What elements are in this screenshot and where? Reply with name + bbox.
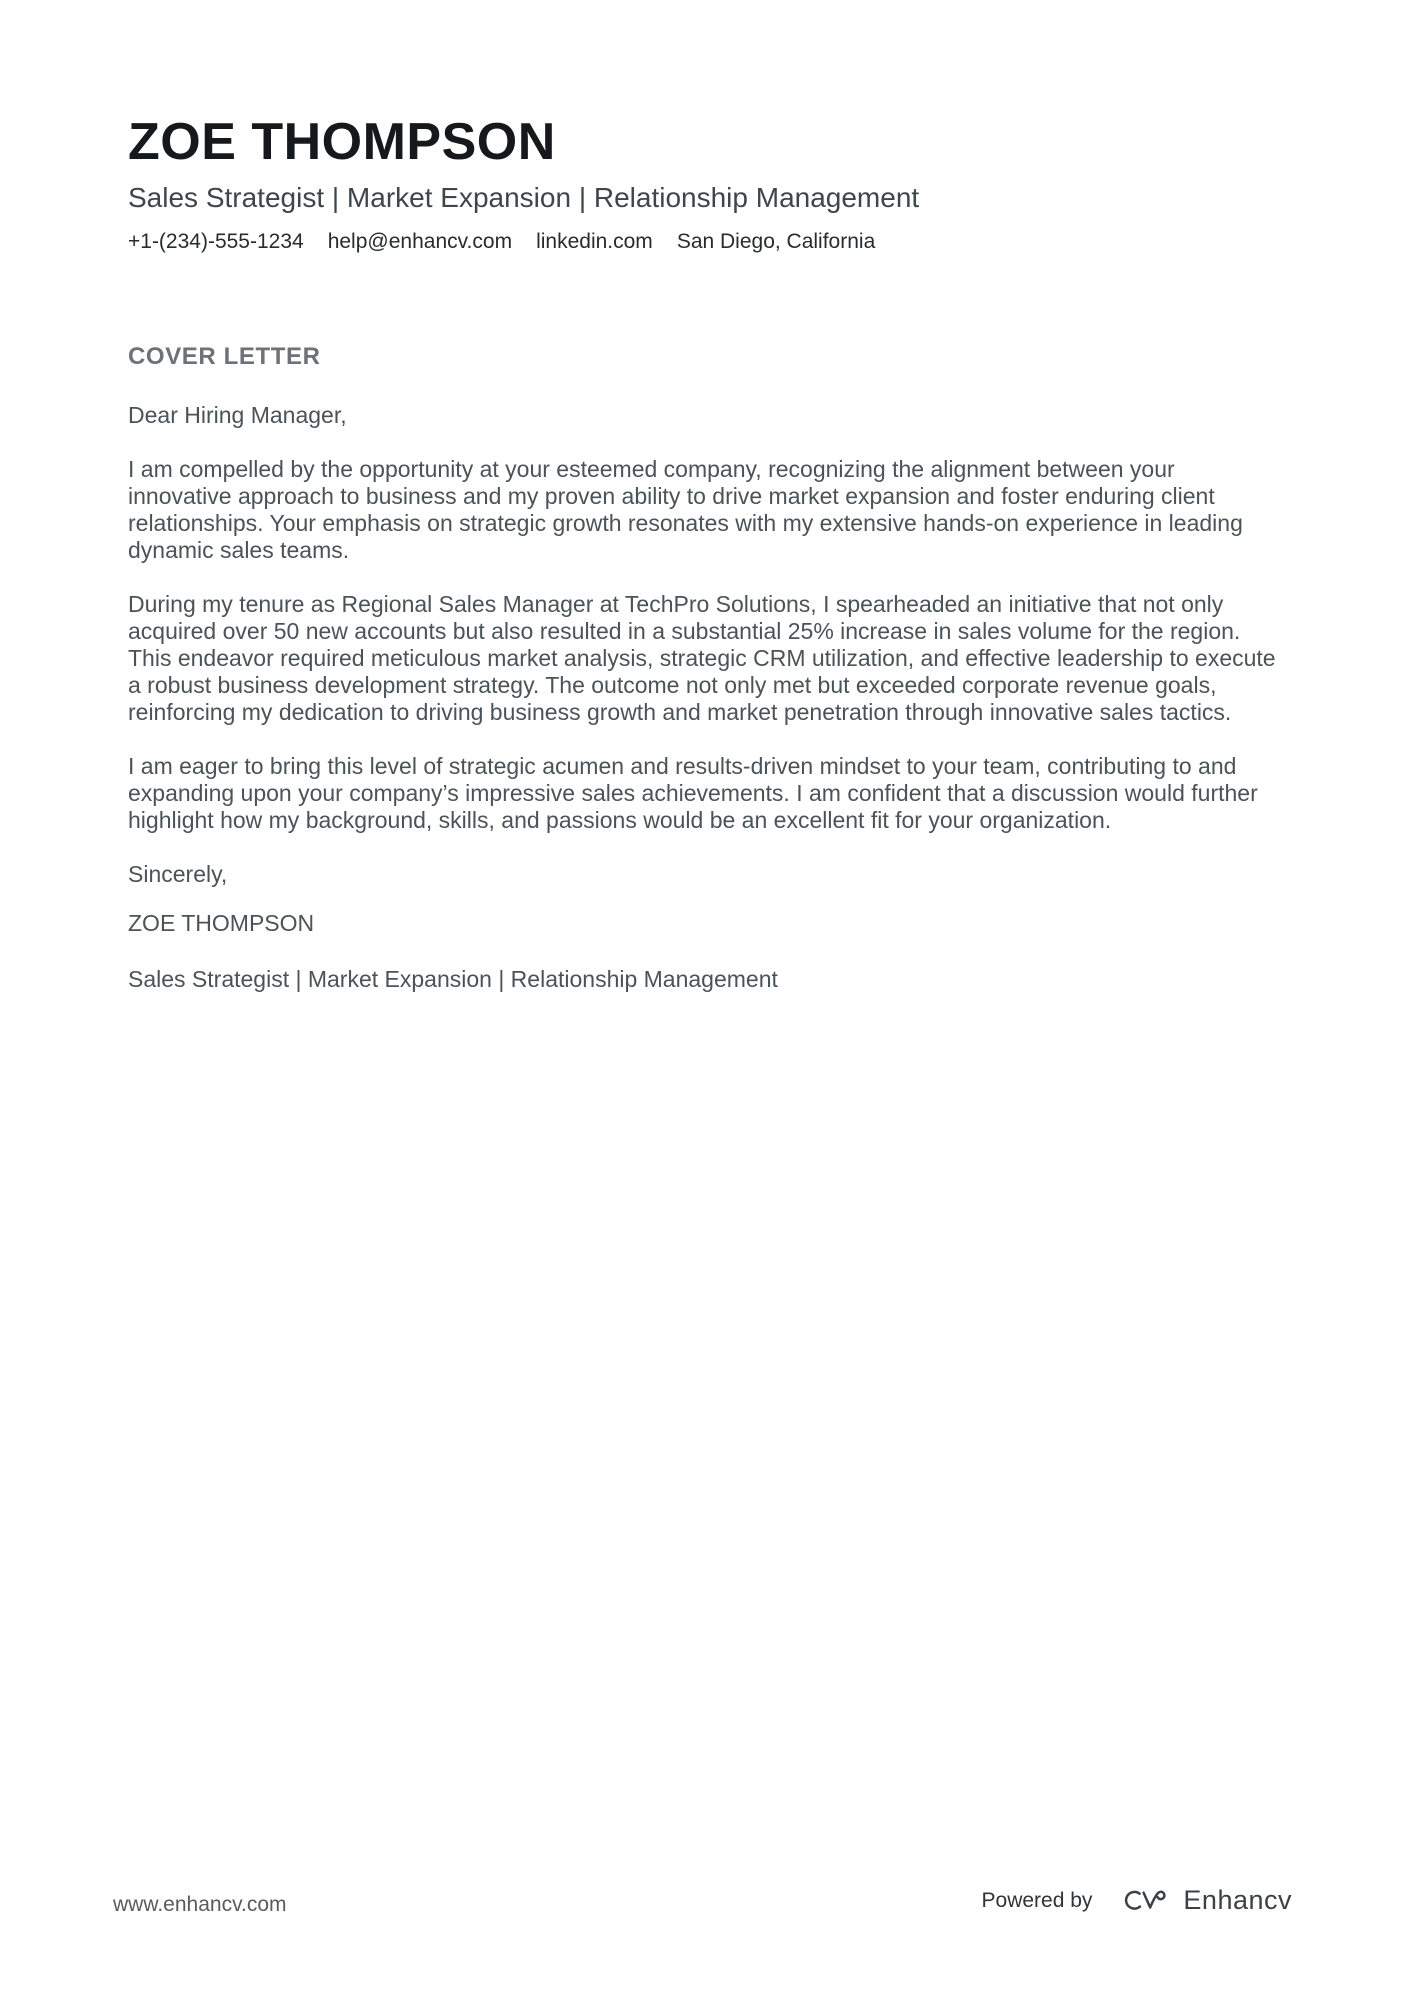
contact-email-link[interactable]: help@enhancv.com xyxy=(327,230,513,253)
footer-brand-group xyxy=(982,1885,1292,1916)
enhancv-logo-icon xyxy=(1120,1887,1168,1914)
contact-linkedin-link[interactable]: linkedin.com xyxy=(536,230,653,253)
section-label-cover-letter: COVER LETTER xyxy=(128,343,321,371)
footer-website-link[interactable]: www.enhancv.com xyxy=(113,1893,287,1916)
letter-paragraph-2: During my tenure as Regional Sales Manager at TechPro Solutions, I spearheaded an initiative that not only acquired over 50 new accounts but also resulted in a substantial 25% increase in sales volume for the region. This endeavor required meticulous market analysis, strategic CRM utilization, and effective leadership to execute a robust business development strategy. The outcome not only met but exceeded corporate revenue goals, reinforcing my dedication to driving business growth and market penetration through innovative sales tactics. xyxy=(128,591,1276,726)
letter-paragraph-1: I am compelled by the opportunity at your esteemed company, recognizing the alignment between your innovative approach to business and my proven ability to drive market expansion and foster enduring client relationships. Your emphasis on strategic growth resonates with my extensive hands-on experience in leading dynamic sales teams. xyxy=(128,456,1243,564)
letter-content xyxy=(0,0,1410,993)
contact-phone: +1-(234)-555-1234 xyxy=(128,230,304,253)
candidate-headline: Sales Strategist | Market Expansion | Relationship Management xyxy=(128,182,920,213)
brand-name: Enhancv xyxy=(1183,1885,1292,1915)
letter-paragraph-3: I am eager to bring this level of strategic acumen and results-driven mindset to your team, contributing to and expanding upon your company’s impressive sales achievements. I am confident that a discussion would further highlight how my background, skills, and passions would be an excellent fit for your organization. xyxy=(128,753,1258,834)
enhancv-brand-link[interactable] xyxy=(1120,1885,1292,1916)
signature-name: ZOE THOMPSON xyxy=(128,910,315,937)
contact-row xyxy=(128,229,1282,255)
candidate-name: ZOE THOMPSON xyxy=(128,113,556,171)
signature-title: Sales Strategist | Market Expansion | Relationship Management xyxy=(128,966,778,993)
letter-closing: Sincerely, xyxy=(128,861,228,888)
contact-location: San Diego, California xyxy=(676,230,876,253)
powered-by-label: Powered by xyxy=(981,1888,1093,1912)
page-footer xyxy=(0,1885,1410,1995)
letter-greeting: Dear Hiring Manager, xyxy=(128,402,347,429)
